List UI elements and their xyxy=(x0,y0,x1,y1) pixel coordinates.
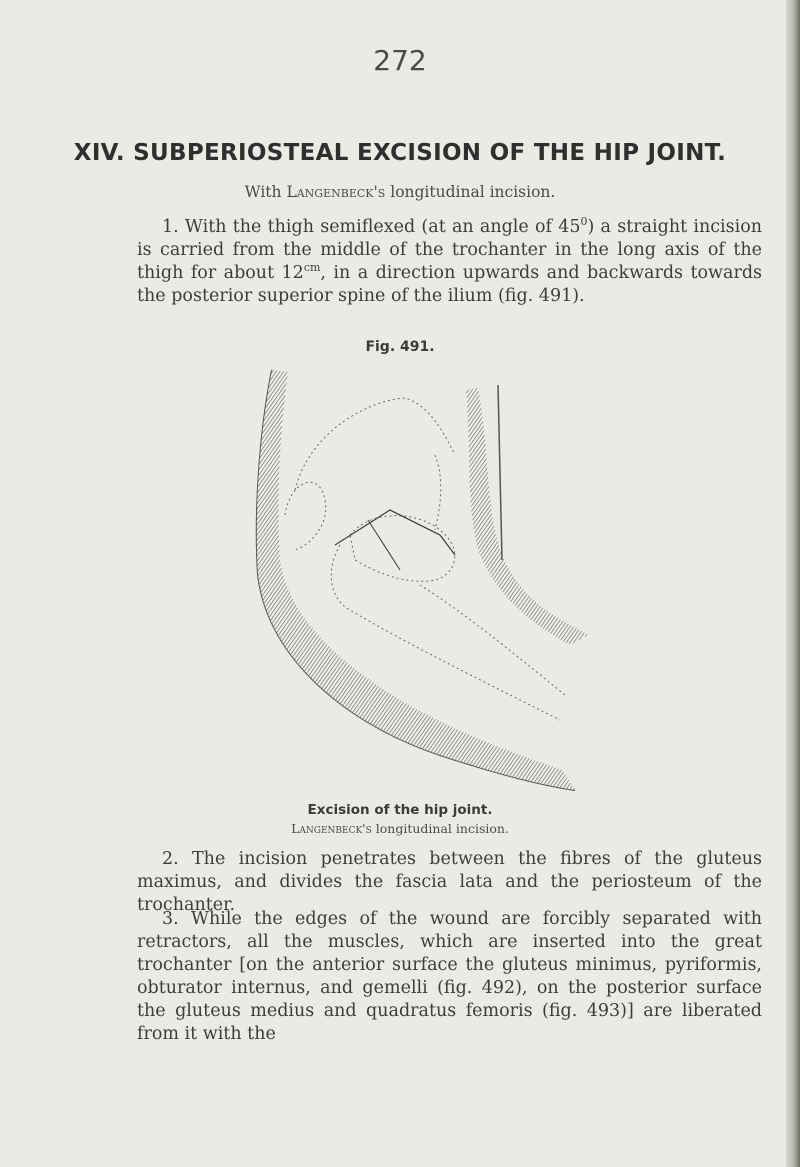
paragraph-1 xyxy=(137,216,762,308)
section-heading: XIV. SUBPERIOSTEAL EXCISION OF THE HIP JOINT. xyxy=(73,140,727,166)
incision-line-2 xyxy=(368,520,400,570)
cm-sup: cm xyxy=(303,261,321,275)
trochanter-outline xyxy=(285,482,326,550)
hip-joint-illustration xyxy=(240,360,600,800)
paragraph-1-b: ) a straight incision is carried from the middle of the trochanter in the long axis of the thigh for about 12 xyxy=(137,217,763,283)
subheading-prefix: With xyxy=(244,183,282,201)
subheading xyxy=(0,183,800,201)
paragraph-2: 2. The incision penetrates between the fibres of the gluteus maximus, and divides the fascia lata and the periosteum of the trochanter. xyxy=(137,849,762,915)
caption-sub-name: Langenbeck's xyxy=(291,821,372,836)
degree-sup: 0 xyxy=(580,215,588,229)
caption-sub-rest: longitudinal incision. xyxy=(375,821,509,836)
incision-line xyxy=(335,510,455,555)
right-contour xyxy=(498,385,502,560)
femur-outline-2 xyxy=(420,585,565,695)
shaded-band-left xyxy=(257,370,575,790)
shaded-band-right xyxy=(466,388,588,645)
paragraph-1-c: , in a direction upwards and backwards towards the posterior superior spine of the ilium (fig. 491). xyxy=(137,263,763,306)
figure-caption-title: Excision of the hip joint. xyxy=(307,802,493,818)
page-edge xyxy=(786,0,800,1167)
figure-caption-sub xyxy=(0,821,800,836)
subheading-name: Langenbeck's xyxy=(286,183,386,201)
paragraph-1-a: 1. With the thigh semiflexed (at an angle of 45 xyxy=(162,217,581,237)
figure-label: Fig. 491. xyxy=(365,339,435,355)
subheading-rest: longitudinal incision. xyxy=(390,183,556,201)
paragraph-3: 3. While the edges of the wound are forcibly separated with retractors, all the muscles, which are inserted into the great trochanter [on the anterior surface the gluteus minimus, pyriformis, obturator internus, and gemelli (fig. 492), on the posterior surface the gluteus medius and quadratus femoris (fig. 493)] are liberated from it with the xyxy=(137,909,762,1044)
page-number: 272 xyxy=(373,44,427,77)
pelvis-outline xyxy=(435,455,441,530)
ilium-outline xyxy=(295,398,455,490)
